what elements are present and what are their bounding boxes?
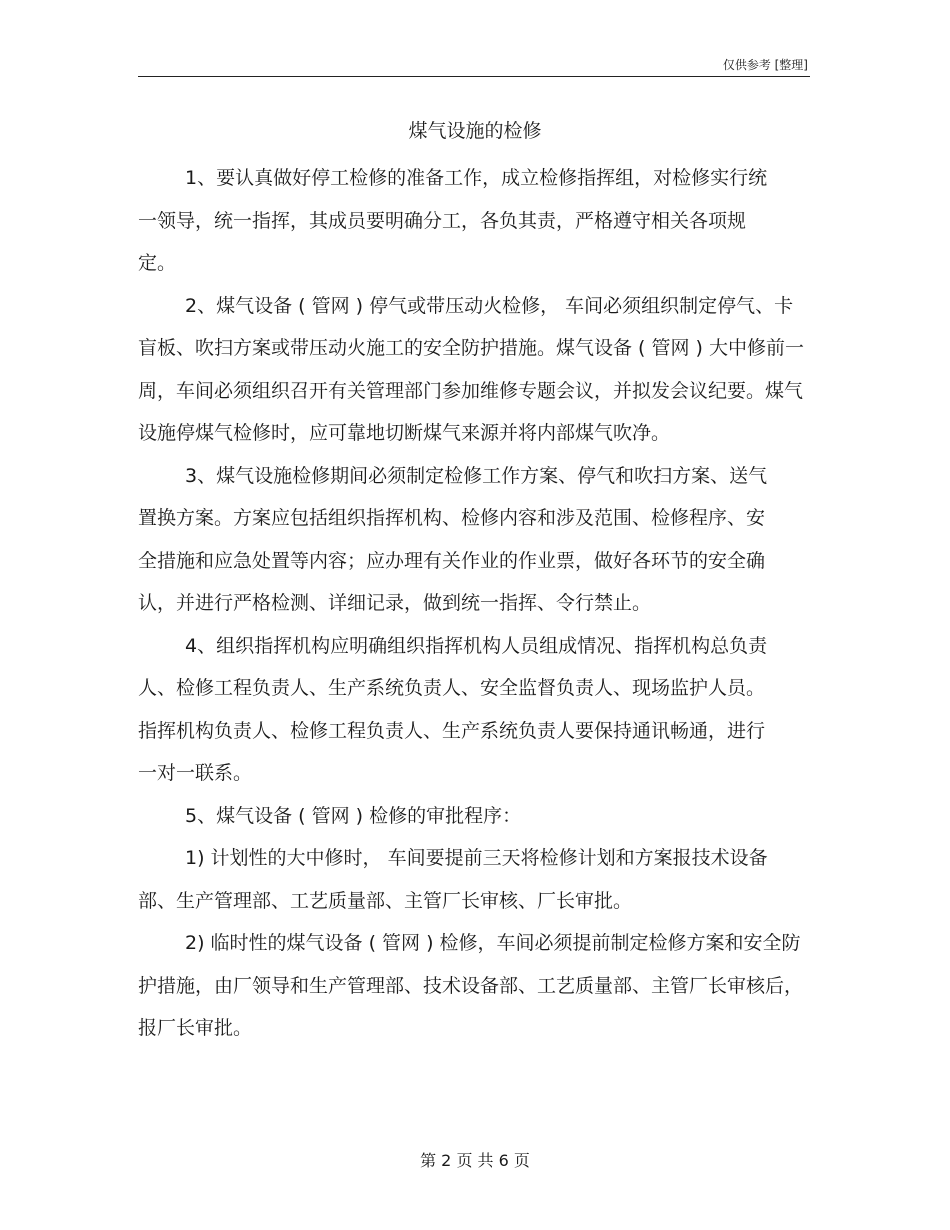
paragraph-5-1: 1) 计划性的大中修时， 车间要提前三天将检修计划和方案报技术设备部、生产管理部、工艺质量部、主管厂长审核、厂长审批。 [138,847,768,912]
paragraph-5: 5、煤气设备 ( 管网 ) 检修的审批程序： [185,804,522,827]
page-header [138,54,810,77]
paragraph-2: 2、煤气设备 ( 管网 ) 停气或带压动火检修， 车间必须组织制定停气、卡盲板、吹扫方案或带压动火施工的安全防护措施。煤气设备 ( 管网 ) 大中修前一周，车间必须组织召开有关管理部门参加维修专题会议，并拟发会议纪要。煤气设施停煤气检修时，应可靠地切断煤气来源并将内部煤气吹净。 [138,294,804,444]
page-number: 第 2 页 共 6 页 [420,1151,530,1170]
header-note: 仅供参考 [整理] [722,58,808,72]
document-title: 煤气设施的检修 [408,120,542,142]
paragraph-1: 1、要认真做好停工检修的准备工作，成立检修指挥组，对检修实行统一领导，统一指挥，其成员要明确分工，各负其责，严格遵守相关各项规定。 [138,167,768,274]
paragraph-5-2: 2) 临时性的煤气设备 ( 管网 ) 检修，车间必须提前制定检修方案和安全防护措施，由厂领导和生产管理部、技术设备部、工艺质量部、主管厂长审核后，报厂长审批。 [138,932,804,1039]
paragraph-4: 4、组织指挥机构应明确组织指挥机构人员组成情况、指挥机构总负责人、检修工程负责人、生产系统负责人、安全监督负责人、现场监护人员。指挥机构负责人、检修工程负责人、生产系统负责人要保持通讯畅通，进行一对一联系。 [138,634,768,784]
document-body [138,157,810,1050]
paragraph-3: 3、煤气设施检修期间必须制定检修工作方案、停气和吹扫方案、送气置换方案。方案应包括组织指挥机构、检修内容和涉及范围、检修程序、安全措施和应急处置等内容；应办理有关作业的作业票，做好各环节的安全确认，并进行严格检测、详细记录，做到统一指挥、令行禁止。 [138,464,768,614]
